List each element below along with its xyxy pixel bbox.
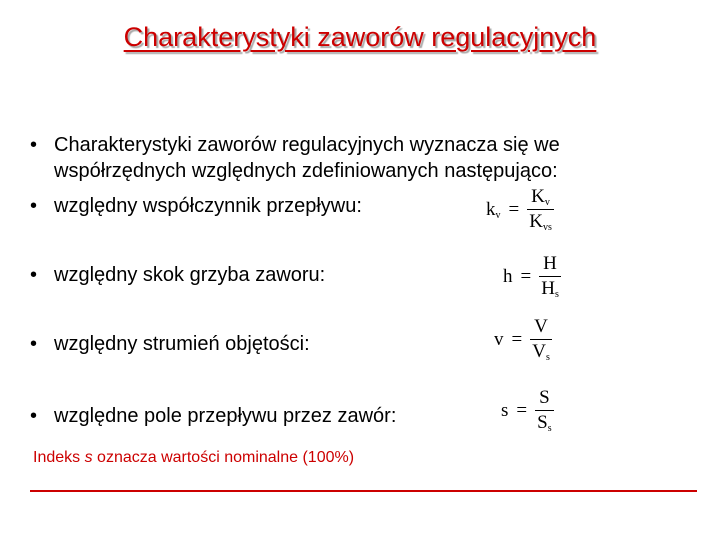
formula-s	[501, 387, 554, 434]
bullet-text: względne pole przepływu przez zawór:	[54, 405, 397, 427]
bullet-flow-coefficient	[30, 193, 362, 219]
bullet-text: względny strumień objętości:	[54, 333, 310, 355]
fraction	[530, 316, 552, 363]
footnote-symbol: s	[84, 449, 93, 466]
formula-lhs: s	[501, 399, 509, 421]
denominator: $V_s$	[532, 341, 550, 363]
bullet-text: Charakterystyki zaworów regulacyjnych wyznacza się we współrzędnych względnych zdefiniowanych następująco:	[54, 134, 560, 182]
fraction	[539, 253, 561, 300]
formula-lhs: $k_v$	[486, 198, 501, 221]
footnote: Indeks s oznacza wartości nominalne (100%)	[33, 449, 355, 466]
bullet-text: względny skok grzyba zaworu:	[54, 264, 326, 286]
formula-lhs: h	[503, 265, 513, 287]
denominator: $K_{vs}$	[529, 211, 552, 233]
formula-lhs: v	[494, 328, 504, 350]
equals-sign: =	[516, 399, 528, 421]
equals-sign: =	[508, 198, 520, 220]
denominator: $H_s$	[541, 278, 559, 300]
fraction	[527, 186, 554, 233]
equals-sign: =	[520, 265, 532, 287]
bullet-volume-flow	[30, 331, 310, 357]
bullet-intro	[30, 132, 670, 184]
bullet-text: względny współczynnik przepływu:	[54, 195, 362, 217]
equals-sign: =	[511, 328, 523, 350]
bullet-flow-area	[30, 403, 396, 429]
bullet-dot-icon: •	[30, 264, 38, 286]
numerator: $K_v$	[531, 186, 550, 208]
bullet-dot-icon: •	[30, 195, 38, 217]
formula-kv	[486, 186, 554, 233]
numerator: V	[534, 316, 548, 337]
denominator: $S_s$	[537, 412, 552, 434]
bullet-dot-icon: •	[30, 134, 38, 156]
numerator: H	[543, 253, 557, 274]
formula-v	[494, 316, 552, 363]
numerator: S	[539, 387, 550, 408]
bullet-dot-icon: •	[30, 405, 38, 427]
bullet-plug-lift	[30, 262, 325, 288]
fraction	[535, 387, 553, 434]
page-title: Charakterystyki zaworów regulacyjnych	[123, 22, 597, 52]
bottom-rule	[30, 490, 697, 492]
formula-h	[503, 253, 561, 300]
bullet-dot-icon: •	[30, 333, 38, 355]
